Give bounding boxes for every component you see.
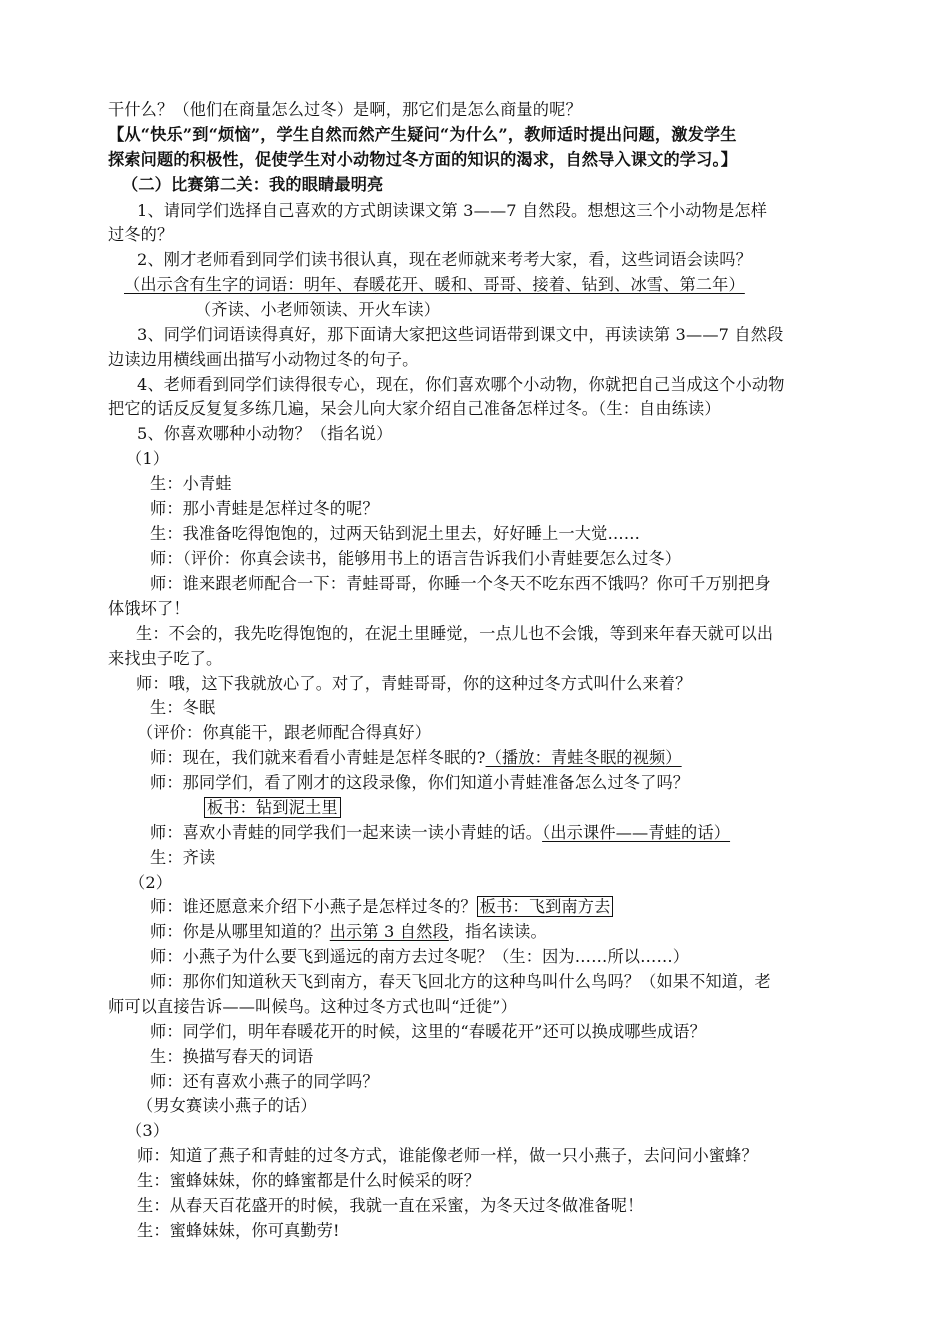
dialogue-line: 师：那小青蛙是怎样过冬的呢？	[150, 499, 379, 518]
text-line: 过冬的？	[108, 225, 174, 244]
text-line: 2、刚才老师看到同学们读书很认真，现在老师就来考考大家，看，这些词语会读吗？	[137, 250, 752, 269]
dialogue-text: ，指名读读。	[448, 922, 547, 941]
commentary-line: 【从“快乐”到“烦恼”，学生自然而然产生疑问“为什么”，教师适时提出问题，激发学生	[108, 125, 737, 144]
dialogue-line: 师：还有喜欢小燕子的同学吗？	[150, 1072, 379, 1091]
dialogue-line: 师：同学们，明年春暖花开的时候，这里的“春暖花开”还可以换成哪些成语？	[150, 1022, 706, 1041]
dialogue-line: 师可以直接告诉——叫候鸟。这种过冬方式也叫“迁徙”）	[108, 997, 517, 1016]
dialogue-line: 师：谁来跟老师配合一下：青蛙哥哥，你睡一个冬天不吃东西不饿吗？你可千万别把身	[150, 574, 771, 593]
text-line: 5、你喜欢哪种小动物？（指名说）	[137, 424, 393, 443]
dialogue-text: 师：谁还愿意来介绍下小燕子是怎样过冬的？	[150, 897, 477, 916]
dialogue-text: 师：现在，我们就来看看小青蛙是怎样冬眠的?	[150, 748, 486, 767]
dialogue-line: 来找虫子吃了。	[108, 649, 223, 668]
dialogue-line: 生：蜜蜂妹妹，你可真勤劳!	[137, 1221, 340, 1240]
board-note: 板书：飞到南方去	[477, 896, 614, 917]
dialogue-line	[150, 822, 730, 844]
video-note: （播放：青蛙冬眠的视频）	[485, 748, 682, 767]
dialogue-line: 生：小青蛙	[150, 474, 232, 493]
dialogue-line: 师：（评价：你真会读书，能够用书上的语言告诉我们小青蛙要怎么过冬）	[150, 549, 682, 568]
dialogue-line: 生：冬眠	[150, 698, 216, 717]
section-heading: （二）比赛第二关：我的眼睛最明亮	[122, 175, 384, 194]
commentary-line: 探索问题的积极性，促使学生对小动物过冬方面的知识的渴求，自然导入课文的学习。】	[108, 150, 738, 169]
board-note-line	[204, 797, 341, 819]
dialogue-line: 师：那同学们，看了刚才的这段录像，你们知道小青蛙准备怎么过冬了吗？	[150, 773, 690, 792]
dialogue-line: 生：蜜蜂妹妹，你的蜂蜜都是什么时候采的呀？	[137, 1171, 481, 1190]
dialogue-line	[150, 921, 547, 943]
item-number: （2）	[129, 873, 173, 892]
paragraph-note: 出示第 3 自然段	[329, 922, 449, 941]
text-line: 干什么？（他们在商量怎么过冬）是啊，那它们是怎么商量的呢？	[108, 100, 582, 119]
dialogue-line: 生：不会的，我先吃得饱饱的，在泥土里睡觉，一点儿也不会饿，等到来年春天就可以出	[136, 624, 774, 643]
vocabulary-display: （出示含有生字的词语：明年、春暖花开、暖和、哥哥、接着、钻到、冰雪、第二年）	[124, 275, 745, 294]
item-number: （3）	[126, 1121, 170, 1140]
dialogue-line: 体饿坏了！	[108, 599, 190, 618]
dialogue-text: 师：你是从哪里知道的？	[150, 922, 330, 941]
item-number: （1）	[126, 449, 170, 468]
board-note: 板书：钻到泥土里	[204, 797, 341, 818]
dialogue-line	[150, 896, 613, 918]
text-line: 3、同学们词语读得真好，那下面请大家把这些词语带到课文中，再读读第 3——7 自然段	[137, 325, 784, 344]
dialogue-line: 师：小燕子为什么要飞到遥远的南方去过冬呢？（生：因为……所以……）	[150, 947, 690, 966]
dialogue-line: 师：知道了燕子和青蛙的过冬方式，谁能像老师一样，做一只小燕子，去问问小蜜蜂？	[137, 1146, 758, 1165]
dialogue-line: （评价：你真能干，跟老师配合得真好）	[137, 723, 432, 742]
text-line: 4、老师看到同学们读得很专心，现在，你们喜欢哪个小动物，你就把自己当成这个小动物	[137, 375, 785, 394]
dialogue-text: 师：喜欢小青蛙的同学我们一起来读一读小青蛙的话。	[150, 823, 543, 842]
dialogue-line: 师：哦，这下我就放心了。对了，青蛙哥哥，你的这种过冬方式叫什么来着？	[136, 674, 692, 693]
dialogue-line: 生：我准备吃得饱饱的，过两天钻到泥土里去，好好睡上一大觉……	[150, 524, 641, 543]
text-line: （齐读、小老师领读、开火车读）	[195, 300, 441, 319]
dialogue-line: 生：换描写春天的词语	[150, 1047, 314, 1066]
text-line: 把它的话反反复复多练几遍，呆会儿向大家介绍自己准备怎样过冬。（生：自由练读）	[108, 399, 721, 418]
courseware-note: （出示课件——青蛙的话）	[542, 823, 731, 842]
dialogue-line: （男女赛读小燕子的话）	[137, 1096, 317, 1115]
dialogue-line: 师：那你们知道秋天飞到南方，春天飞回北方的这种鸟叫什么鸟吗？（如果不知道，老	[150, 972, 771, 991]
dialogue-line: 生：从春天百花盛开的时候，我就一直在采蜜，为冬天过冬做准备呢！	[137, 1196, 644, 1215]
text-line: 1、请同学们选择自己喜欢的方式朗读课文第 3——7 自然段。想想这三个小动物是怎样	[137, 201, 768, 220]
text-line: 边读边用横线画出描写小动物过冬的句子。	[108, 350, 419, 369]
dialogue-line	[150, 747, 682, 769]
dialogue-line: 生：齐读	[150, 848, 216, 867]
